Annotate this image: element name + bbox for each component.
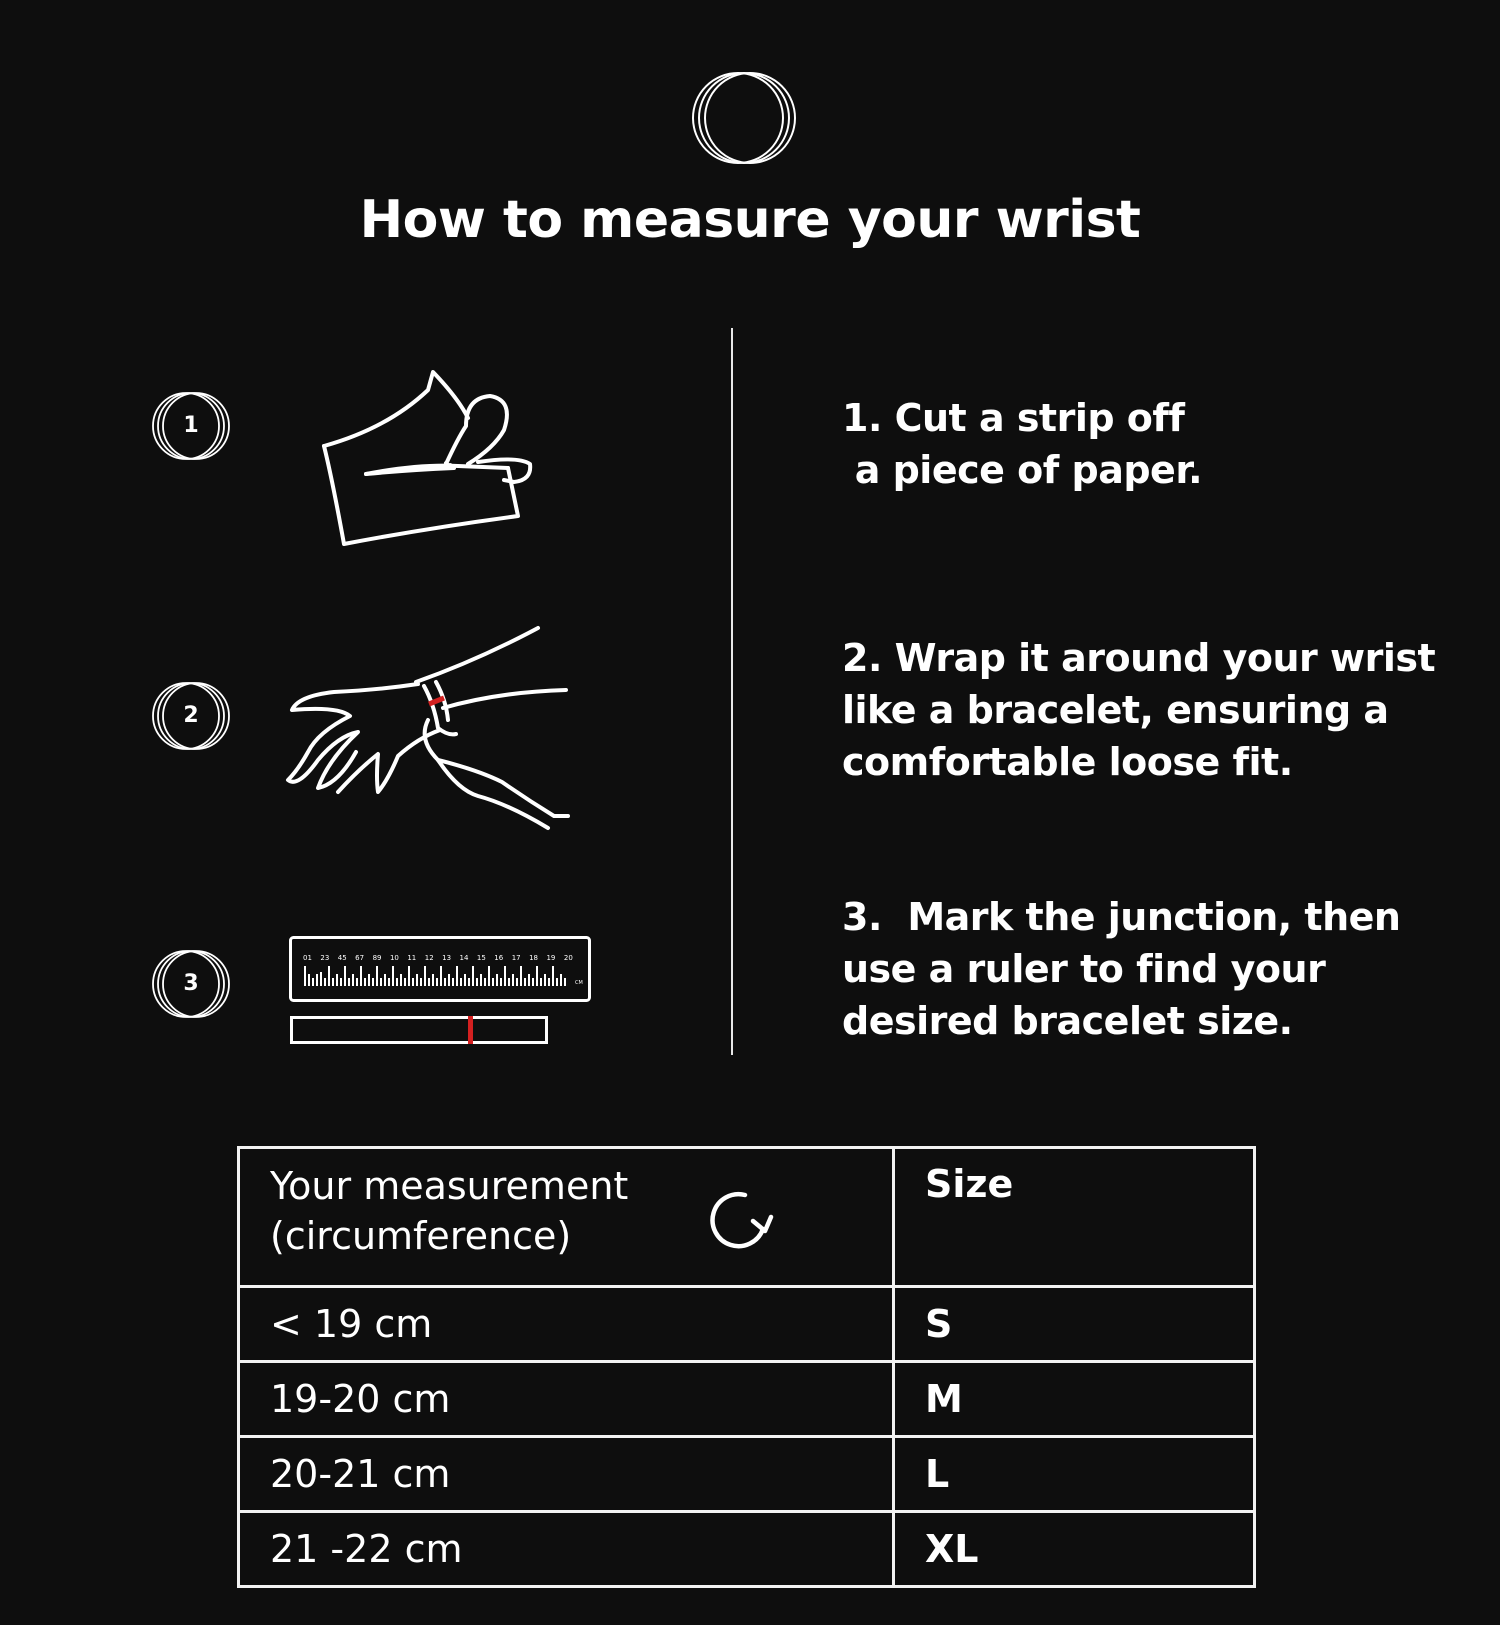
triple-ring-icon bbox=[690, 70, 798, 166]
step-3-text: 3. Mark the junction, then use a ruler to find your desired bracelet size. bbox=[842, 895, 1401, 1043]
size-cell: L bbox=[894, 1437, 1255, 1512]
paper-strip-icon bbox=[290, 1016, 550, 1046]
vertical-divider bbox=[731, 328, 733, 1055]
step-2-text: 2. Wrap it around your wrist like a bracelet, ensuring a comfortable loose fit. bbox=[842, 636, 1436, 784]
rotate-arrow-icon bbox=[705, 1185, 775, 1251]
size-cell: M bbox=[894, 1362, 1255, 1437]
size-table bbox=[237, 1146, 1256, 1588]
measurement-cell: 19-20 cm bbox=[239, 1362, 894, 1437]
scissors-cutting-paper-icon bbox=[318, 368, 538, 568]
table-row bbox=[239, 1437, 1255, 1512]
step-number: 2 bbox=[183, 703, 199, 728]
step-badge-3 bbox=[151, 947, 231, 1021]
measurement-cell: < 19 cm bbox=[239, 1287, 894, 1362]
measurement-cell: 20-21 cm bbox=[239, 1437, 894, 1512]
step-badge-2 bbox=[151, 679, 231, 753]
table-row bbox=[239, 1362, 1255, 1437]
step-number: 3 bbox=[183, 971, 199, 996]
size-cell: XL bbox=[894, 1512, 1255, 1587]
measurement-header: Your measurement (circumference) bbox=[239, 1148, 894, 1287]
wrist-wrap-icon bbox=[278, 620, 578, 840]
page-title: How to measure your wrist bbox=[359, 190, 1141, 250]
junction-mark bbox=[468, 1016, 473, 1044]
ruler-labels: 01 23 45 67 89 10 11 12 13 14 15 16 17 18 19 20 bbox=[303, 954, 573, 962]
step-number: 1 bbox=[183, 413, 199, 438]
ruler-icon bbox=[289, 936, 591, 1002]
ruler-unit: CM bbox=[575, 980, 583, 986]
table-header-row bbox=[239, 1148, 1255, 1287]
table-row bbox=[239, 1512, 1255, 1587]
step-badge-1 bbox=[151, 389, 231, 463]
table-row bbox=[239, 1287, 1255, 1362]
size-header: Size bbox=[894, 1148, 1255, 1287]
measurement-cell: 21 -22 cm bbox=[239, 1512, 894, 1587]
size-cell: S bbox=[894, 1287, 1255, 1362]
step-1-text: 1. Cut a strip off a piece of paper. bbox=[842, 396, 1203, 492]
